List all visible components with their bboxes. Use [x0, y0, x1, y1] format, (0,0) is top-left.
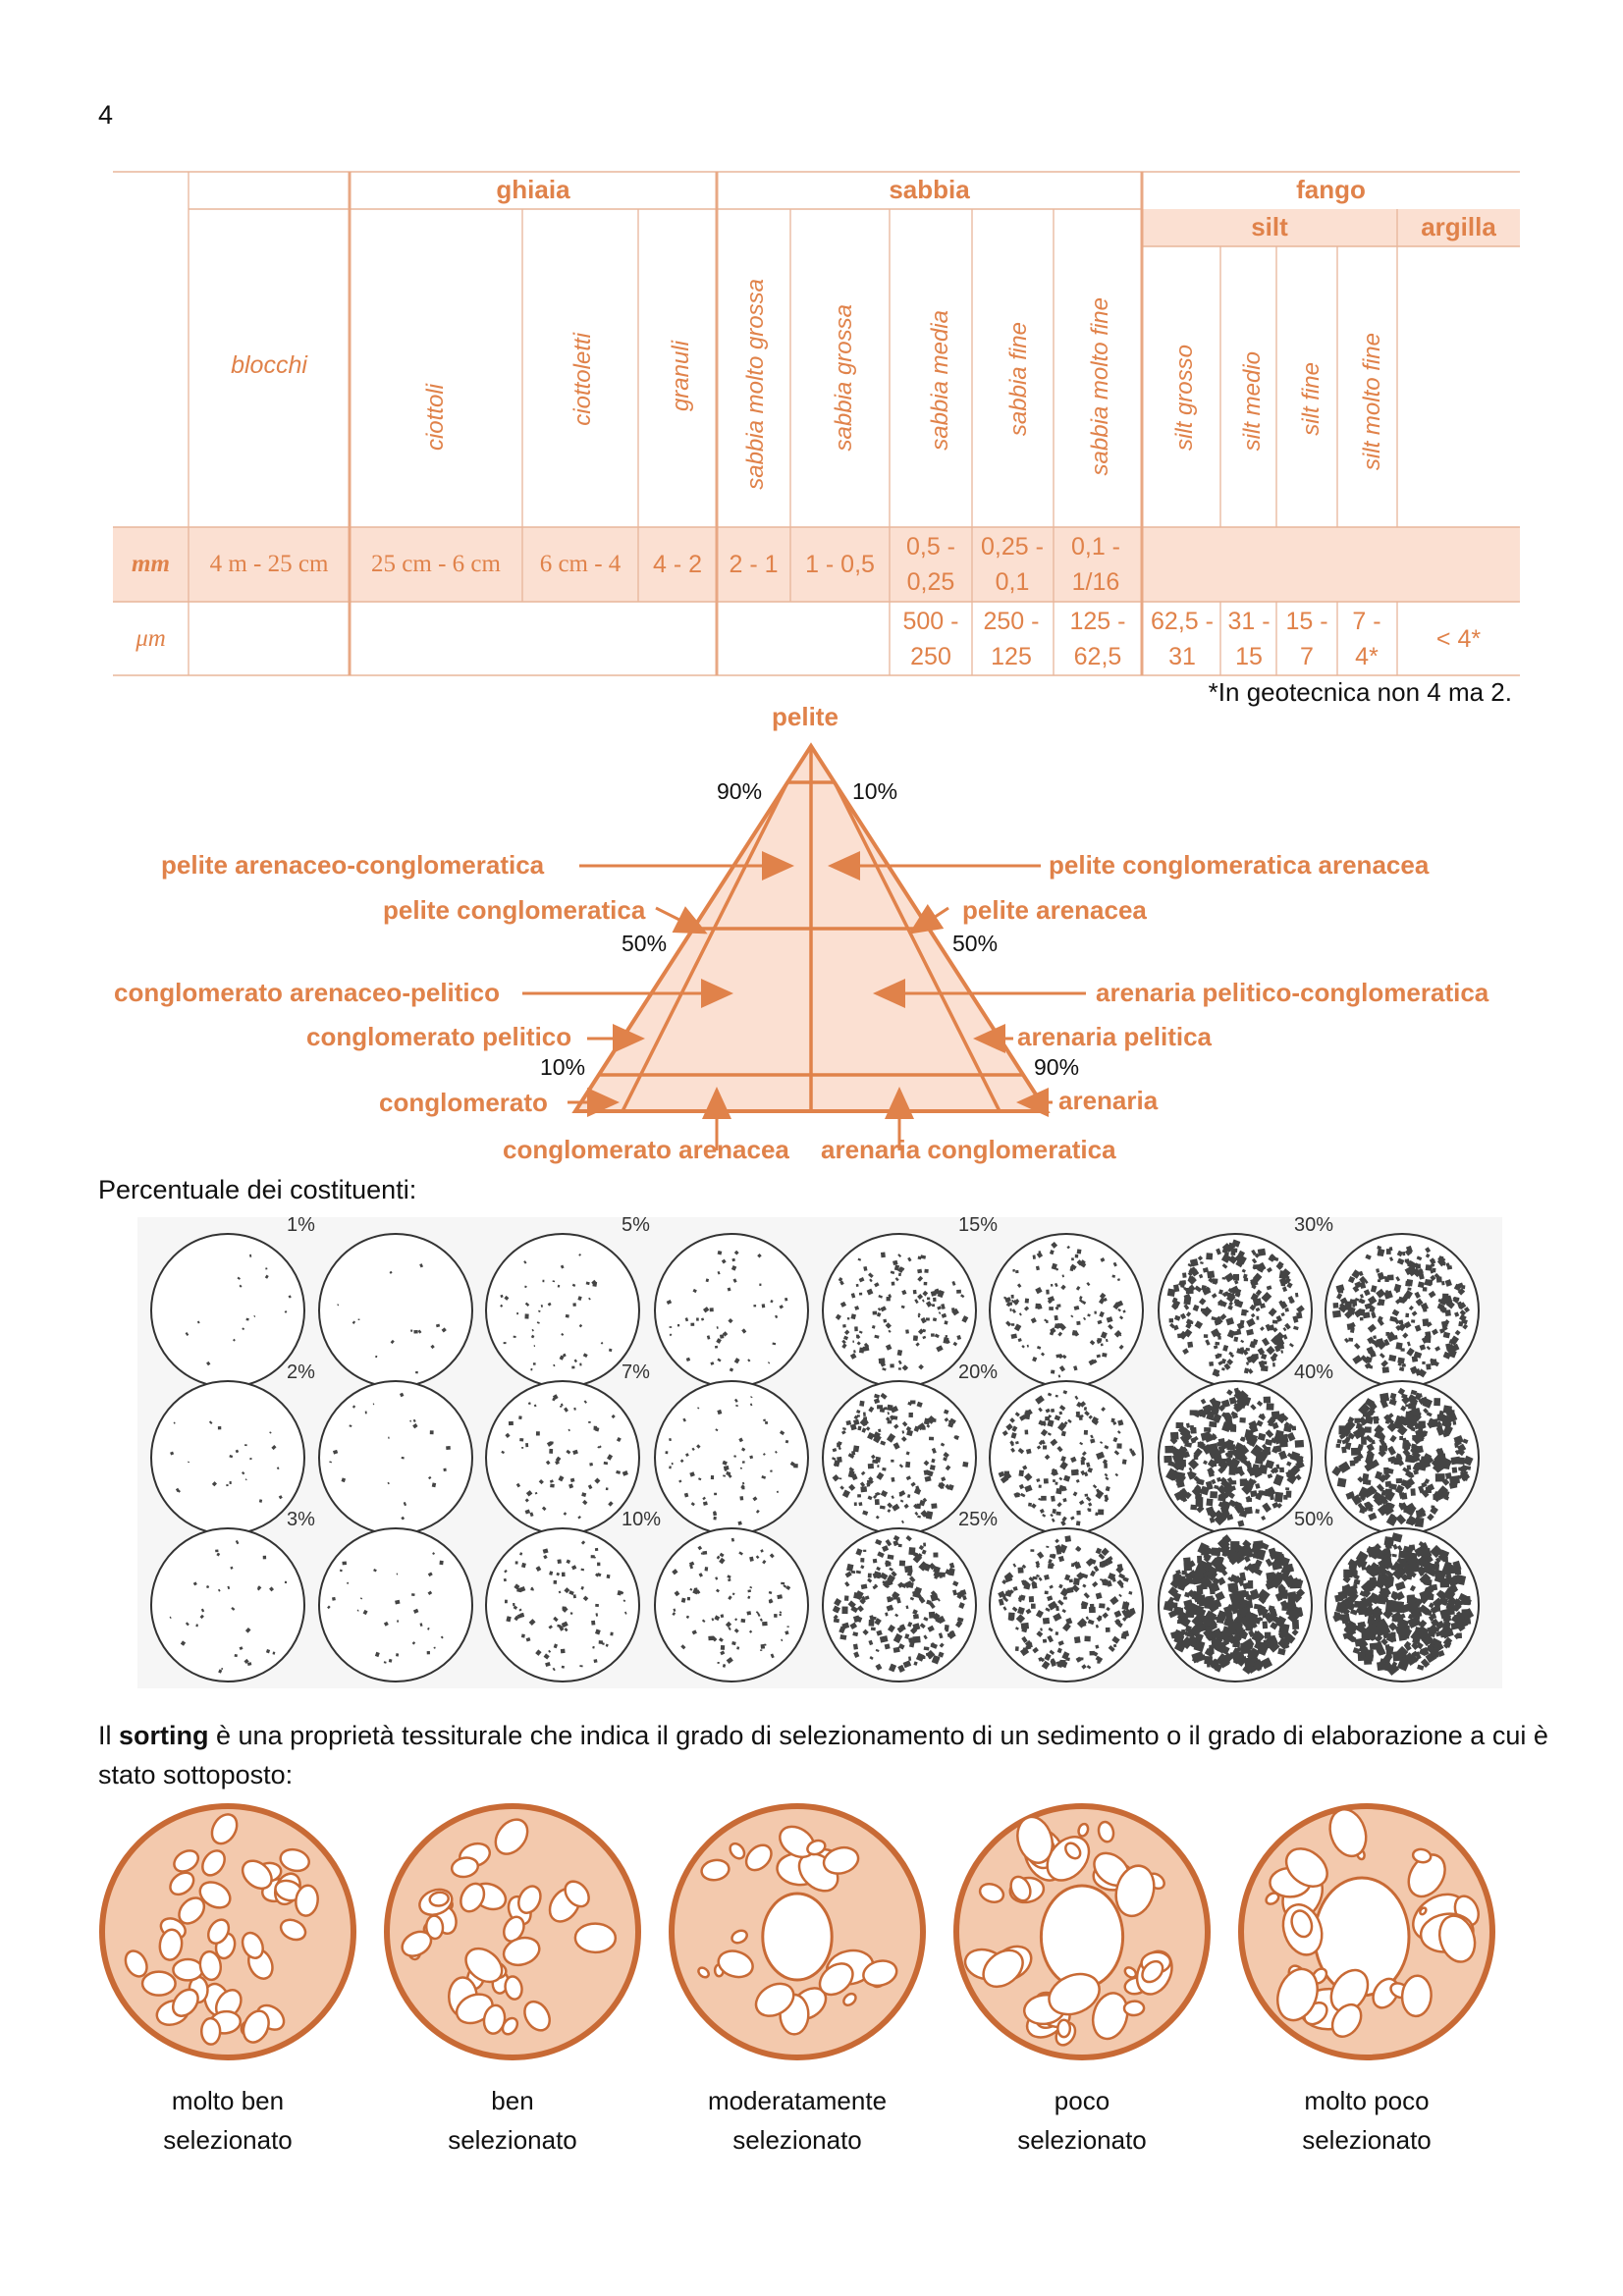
- label-arenaria-pelitico-conglomeratica: arenaria pelitico-conglomeratica: [1096, 978, 1489, 1007]
- percent-sample-circle: [1159, 1381, 1312, 1534]
- percent-sample-circle: [1325, 1528, 1479, 1682]
- class-blocchi: blocchi: [231, 351, 307, 379]
- percent-sample-circle: [1325, 1381, 1479, 1534]
- percent-sample-circle: [1159, 1528, 1312, 1682]
- percent-label: 1%: [287, 1214, 315, 1236]
- percent-sample-circle: [319, 1528, 472, 1682]
- sorting-pre: Il: [98, 1721, 120, 1750]
- percent-label: 40%: [1294, 1362, 1334, 1383]
- percent-title: Percentuale dei costituenti:: [98, 1175, 417, 1204]
- percent-sample-circle: [823, 1528, 976, 1682]
- label-conglomerato: conglomerato: [379, 1088, 548, 1117]
- group-sabbia: sabbia: [889, 175, 970, 204]
- sorting-caption-line: selezionato: [1017, 2125, 1147, 2155]
- sorting-sample-circle: [102, 1806, 353, 2057]
- percent-sample-circle: [990, 1381, 1143, 1534]
- class-sabbia-molto-fine: sabbia molto fine: [1087, 296, 1113, 475]
- percent-sample-circle: [319, 1234, 472, 1387]
- pct-10-top: 10%: [852, 778, 898, 804]
- um-label: μm: [135, 625, 166, 652]
- percent-label: 20%: [958, 1362, 999, 1383]
- sorting-caption-line: selezionato: [732, 2125, 862, 2155]
- percent-label: 3%: [287, 1509, 315, 1530]
- um-sabbia-fine: 250 - 125: [983, 608, 1040, 670]
- mm-sabbia-molto-fine: 0,1 - 1/16: [1070, 533, 1121, 596]
- group-argilla: argilla: [1421, 212, 1496, 241]
- mm-ciottoli: 25 cm - 6 cm: [371, 551, 501, 577]
- sorting-sample-circle: [1241, 1804, 1492, 2057]
- percent-sample-circle: [1325, 1234, 1479, 1387]
- sorting-sample-circle: [672, 1806, 923, 2057]
- class-ciottoletti: ciottoletti: [569, 333, 596, 426]
- sorting-caption: [670, 2081, 925, 2160]
- triangle-graphic: [0, 687, 1623, 1178]
- percent-sample-circle: [151, 1381, 304, 1534]
- percent-sample-circle: [823, 1381, 976, 1534]
- apex-pelite-label: pelite: [772, 702, 839, 731]
- class-silt-grosso: silt grosso: [1171, 344, 1198, 451]
- pct-10-bottom: 10%: [540, 1054, 586, 1080]
- label-pelite-arenacea: pelite arenacea: [962, 895, 1147, 925]
- class-sabbia-media: sabbia media: [927, 310, 953, 451]
- sorting-circles: [0, 1796, 1623, 2081]
- percent-label: 2%: [287, 1362, 315, 1383]
- percent-circles: [137, 1217, 1502, 1688]
- label-arenaria-conglomeratica: arenaria conglomeratica: [821, 1135, 1116, 1164]
- percent-label: 25%: [958, 1509, 999, 1530]
- sorting-term: sorting: [119, 1721, 209, 1750]
- percent-label: 7%: [622, 1362, 650, 1383]
- percent-sample-circle: [151, 1234, 304, 1387]
- pct-90-top: 90%: [717, 778, 763, 804]
- mm-sabbia-grossa: 1 - 0,5: [805, 551, 875, 578]
- sorting-caption: [385, 2081, 640, 2160]
- sorting-caption: [954, 2081, 1210, 2160]
- um-sabbia-molto-fine: 125 - 62,5: [1069, 608, 1126, 670]
- sorting-post: è una proprietà tessiturale che indica il grado di selezionamento di un sedimento o il grado di elaborazione a cui è stato sottoposto:: [98, 1721, 1548, 1789]
- sorting-caption-line: ben: [491, 2086, 534, 2115]
- sorting-caption-line: selezionato: [163, 2125, 293, 2155]
- percent-sample-circle: [990, 1528, 1143, 1682]
- table-footnote: *In geotecnica non 4 ma 2.: [1208, 677, 1512, 707]
- class-sabbia-molto-grossa: sabbia molto grossa: [742, 279, 769, 490]
- percent-sample-circle: [823, 1234, 976, 1387]
- percent-sample-circle: [990, 1234, 1143, 1387]
- percent-label: 50%: [1294, 1509, 1334, 1530]
- percent-sample-circle: [486, 1381, 639, 1534]
- sorting-caption-line: molto ben: [171, 2086, 285, 2115]
- class-silt-molto-fine: silt molto fine: [1359, 332, 1385, 470]
- class-silt-medio: silt medio: [1239, 350, 1266, 451]
- percent-sample-circle: [486, 1234, 639, 1387]
- percent-sample-circle: [655, 1528, 808, 1682]
- percent-sample-circle: [486, 1528, 639, 1682]
- label-pelite-conglomeratica-arenacea: pelite conglomeratica arenacea: [1049, 850, 1430, 880]
- sorting-caption-line: selezionato: [1302, 2125, 1432, 2155]
- um-silt-fine: 15 - 7: [1285, 608, 1328, 670]
- class-sabbia-grossa: sabbia grossa: [831, 303, 857, 451]
- um-silt-molto-fine: 7 - 4*: [1352, 608, 1381, 670]
- sorting-caption-line: molto poco: [1304, 2086, 1430, 2115]
- um-silt-medio: 31 - 15: [1227, 608, 1271, 670]
- mm-ciottoletti: 6 cm - 4: [539, 551, 622, 577]
- sorting-caption: [1239, 2081, 1494, 2160]
- percent-visual-chart: [137, 1217, 1502, 1688]
- class-granuli: granuli: [668, 340, 694, 411]
- sorting-caption-line: selezionato: [448, 2125, 577, 2155]
- label-conglomerato-arenacea: conglomerato arenacea: [503, 1135, 789, 1164]
- sorting-caption-line: poco: [1054, 2086, 1110, 2115]
- class-silt-fine: silt fine: [1298, 362, 1325, 436]
- label-arenaria: arenaria: [1058, 1086, 1159, 1115]
- group-silt: silt: [1251, 212, 1288, 241]
- sorting-caption: [100, 2081, 355, 2160]
- percent-label: 5%: [622, 1214, 650, 1236]
- label-pelite-arenaceo-conglomeratica: pelite arenaceo-conglomeratica: [161, 850, 545, 880]
- pct-90-bottom: 90%: [1034, 1054, 1080, 1080]
- class-ciottoli: ciottoli: [422, 383, 449, 451]
- sorting-sample-circle: [956, 1806, 1208, 2057]
- group-fango: fango: [1296, 175, 1366, 204]
- sorting-caption-line: moderatamente: [707, 2086, 888, 2115]
- mm-sabbia-molto-grossa: 2 - 1: [729, 551, 779, 578]
- um-argilla: < 4*: [1435, 625, 1482, 653]
- mm-sabbia-media: 0,5 - 0,25: [905, 533, 956, 596]
- percent-sample-circle: [655, 1234, 808, 1387]
- percent-label: 10%: [622, 1509, 662, 1530]
- um-silt-grosso: 62,5 - 31: [1151, 608, 1214, 670]
- sorting-sample-circle: [387, 1806, 638, 2057]
- um-sabbia-media: 500 - 250: [902, 608, 959, 670]
- label-arenaria-pelitica: arenaria pelitica: [1017, 1022, 1212, 1051]
- sorting-paragraph: [98, 1716, 1551, 1794]
- label-conglomerato-arenaceo-pelitico: conglomerato arenaceo-pelitico: [114, 978, 500, 1007]
- mm-granuli: 4 - 2: [652, 551, 703, 578]
- percent-sample-circle: [151, 1528, 304, 1682]
- mm-sabbia-fine: 0,25 - 0,1: [981, 533, 1044, 596]
- class-sabbia-fine: sabbia fine: [1005, 321, 1032, 436]
- mm-label: mm: [132, 551, 170, 577]
- page-number: 4: [98, 100, 114, 130]
- percent-sample-circle: [655, 1381, 808, 1534]
- label-pelite-conglomeratica: pelite conglomeratica: [383, 895, 646, 925]
- percent-sample-circle: [319, 1381, 472, 1534]
- percent-label: 15%: [958, 1214, 999, 1236]
- pct-50-left: 50%: [622, 931, 668, 956]
- group-ghiaia: ghiaia: [496, 175, 570, 204]
- percent-label: 30%: [1294, 1214, 1334, 1236]
- percent-sample-circle: [1159, 1234, 1312, 1387]
- pct-50-right: 50%: [952, 931, 999, 956]
- label-conglomerato-pelitico: conglomerato pelitico: [306, 1022, 572, 1051]
- mm-blocchi: 4 m - 25 cm: [209, 551, 329, 577]
